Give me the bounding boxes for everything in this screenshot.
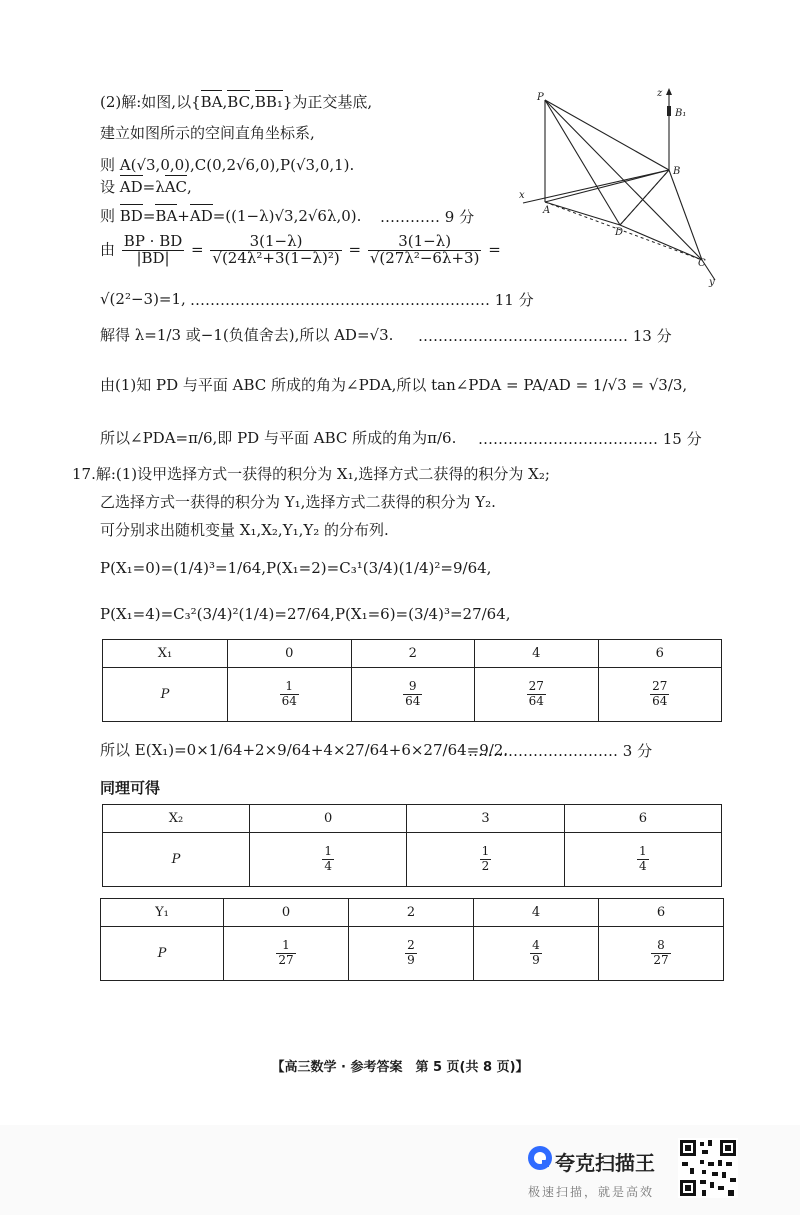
table-var-cell: X₁ [103, 640, 228, 668]
q17-line5: P(X₁=4)=C₃²(3/4)²(1/4)=27/64,P(X₁=6)=(3/4)³=27/64, [100, 605, 511, 623]
q17-line4: P(X₁=0)=(1/4)³=1/64,P(X₁=2)=C₃¹(3/4)(1/4)²=9/64, [100, 559, 492, 577]
label-a: A [543, 205, 551, 216]
table-y1-distribution [100, 898, 724, 981]
table-prob-cell: $\frac{9}{64}$ [351, 668, 475, 722]
table-row [101, 899, 724, 927]
table-value-cell: 6 [598, 640, 722, 668]
q17-line6: 所以 E(X₁)=0×1/64+2×9/64+4×27/64+6×27/64=9/2. [100, 741, 509, 759]
part2-line5: 则 BD=BA+AD=((1−λ)√3,2√6λ,0). [100, 207, 362, 225]
table-prob-cell: $\frac{1}{4}$ [564, 833, 721, 887]
table-row [103, 640, 722, 668]
3d-coordinate-figure [505, 80, 730, 290]
score-9: ………… 9 分 [380, 208, 475, 226]
you-label: 由 [100, 240, 116, 259]
part2-line4: 设 AD=λAC, [100, 178, 192, 196]
table-value-cell: 4 [474, 899, 599, 927]
table-var-cell: Y₁ [101, 899, 224, 927]
table-p-cell: P [103, 833, 250, 887]
table-prob-cell: $\frac{1}{2}$ [407, 833, 564, 887]
part2-line3: 则 A(√3,0,0),C(0,2√6,0),P(√3,0,1). [100, 156, 355, 174]
q17-line3: 可分别求出随机变量 X₁,X₂,Y₁,Y₂ 的分布列. [100, 521, 389, 539]
label-b: B [673, 166, 681, 177]
part2-line10: 所以∠PDA=π/6,即 PD 与平面 ABC 所成的角为π/6. [100, 429, 457, 447]
table-value-cell: 3 [407, 805, 564, 833]
table-value-cell: 0 [224, 899, 349, 927]
table-value-cell: 6 [564, 805, 721, 833]
table-x2-distribution [102, 804, 722, 887]
score-11: …………………………………………………… 11 分 [190, 291, 534, 309]
fraction-cos-formula: $\frac{BP \cdot BD}{|BD|}$ [123, 232, 183, 267]
table-prob-cell: $\frac{2}{9}$ [349, 927, 474, 981]
label-c: C [698, 258, 706, 269]
table-prob-cell: $\frac{1}{64}$ [228, 668, 352, 722]
q17-line7: 同理可得 [100, 779, 161, 797]
part2-line1: (2)解:如图,以{BA,BC,BB₁}为正交基底, [100, 93, 373, 111]
score-3: ………………………… 3 分 [468, 742, 653, 760]
table-var-cell: X₂ [103, 805, 250, 833]
part2-line9: 由(1)知 PD 与平面 ABC 所成的角为∠PDA,所以 tan∠PDA = PA/AD = 1/√3 = √3/3, [100, 376, 688, 394]
table-value-cell: 0 [228, 640, 352, 668]
table-row [101, 927, 724, 981]
table-value-cell: 4 [475, 640, 599, 668]
label-x: x [519, 190, 525, 201]
table-prob-cell: $\frac{27}{64}$ [475, 668, 599, 722]
table-p-cell: P [103, 668, 228, 722]
fraction-3: $\frac{3(1-\lambda)}{\text{√(27λ²−6λ+3)}}$ [369, 232, 480, 267]
q17-line1: 17.解:(1)设甲选择方式一获得的积分为 X₁,选择方式二获得的积分为 X₂; [72, 465, 550, 483]
label-y: y [709, 277, 715, 288]
part2-line7: √(2²−3)=1, [100, 290, 186, 308]
q17-line2: 乙选择方式一获得的积分为 Y₁,选择方式二获得的积分为 Y₂. [100, 493, 496, 511]
qr-code-icon [678, 1138, 738, 1198]
quark-logo-icon [526, 1144, 554, 1172]
table-value-cell: 6 [599, 899, 724, 927]
part2-line6: 由 $\frac{BP \cdot BD}{|BD|}$ = $\frac{3(1-\lambda)}{\text{√(24λ²+3(1−λ)²)}}$ = $\frac{3(1-\lambda)}{\text{√(27λ²−6λ+3)}}$ = [100, 232, 501, 267]
fraction-2: $\frac{3(1-\lambda)}{\text{√(24λ²+3(1−λ)²)}}$ [212, 232, 340, 267]
scanner-tagline: 极速扫描，就是高效 [528, 1185, 655, 1199]
table-prob-cell: $\frac{4}{9}$ [474, 927, 599, 981]
part2-line8: 解得 λ=1/3 或−1(负值舍去),所以 AD=√3. [100, 326, 394, 344]
score-13: …………………………………… 13 分 [418, 327, 672, 345]
table-x1-distribution [102, 639, 722, 722]
table-prob-cell: $\frac{27}{64}$ [598, 668, 722, 722]
table-value-cell: 2 [349, 899, 474, 927]
part2-line2: 建立如图所示的空间直角坐标系, [100, 124, 315, 142]
label-z: z [657, 88, 663, 99]
table-row [103, 833, 722, 887]
label-p: P [537, 92, 544, 103]
label-d: D [615, 227, 624, 238]
table-p-cell: P [101, 927, 224, 981]
table-prob-cell: $\frac{1}{27}$ [224, 927, 349, 981]
scanner-brand-name: 夸克扫描王 [555, 1151, 655, 1175]
table-row [103, 805, 722, 833]
table-prob-cell: $\frac{1}{4}$ [250, 833, 407, 887]
table-prob-cell: $\frac{8}{27}$ [599, 927, 724, 981]
score-15: ……………………………… 15 分 [478, 430, 702, 448]
label-b1: B₁ [675, 108, 687, 119]
table-value-cell: 0 [250, 805, 407, 833]
table-row [103, 668, 722, 722]
table-value-cell: 2 [351, 640, 475, 668]
page-footer: 【高三数学 · 参考答案 第 5 页(共 8 页)】 [271, 1060, 529, 1075]
